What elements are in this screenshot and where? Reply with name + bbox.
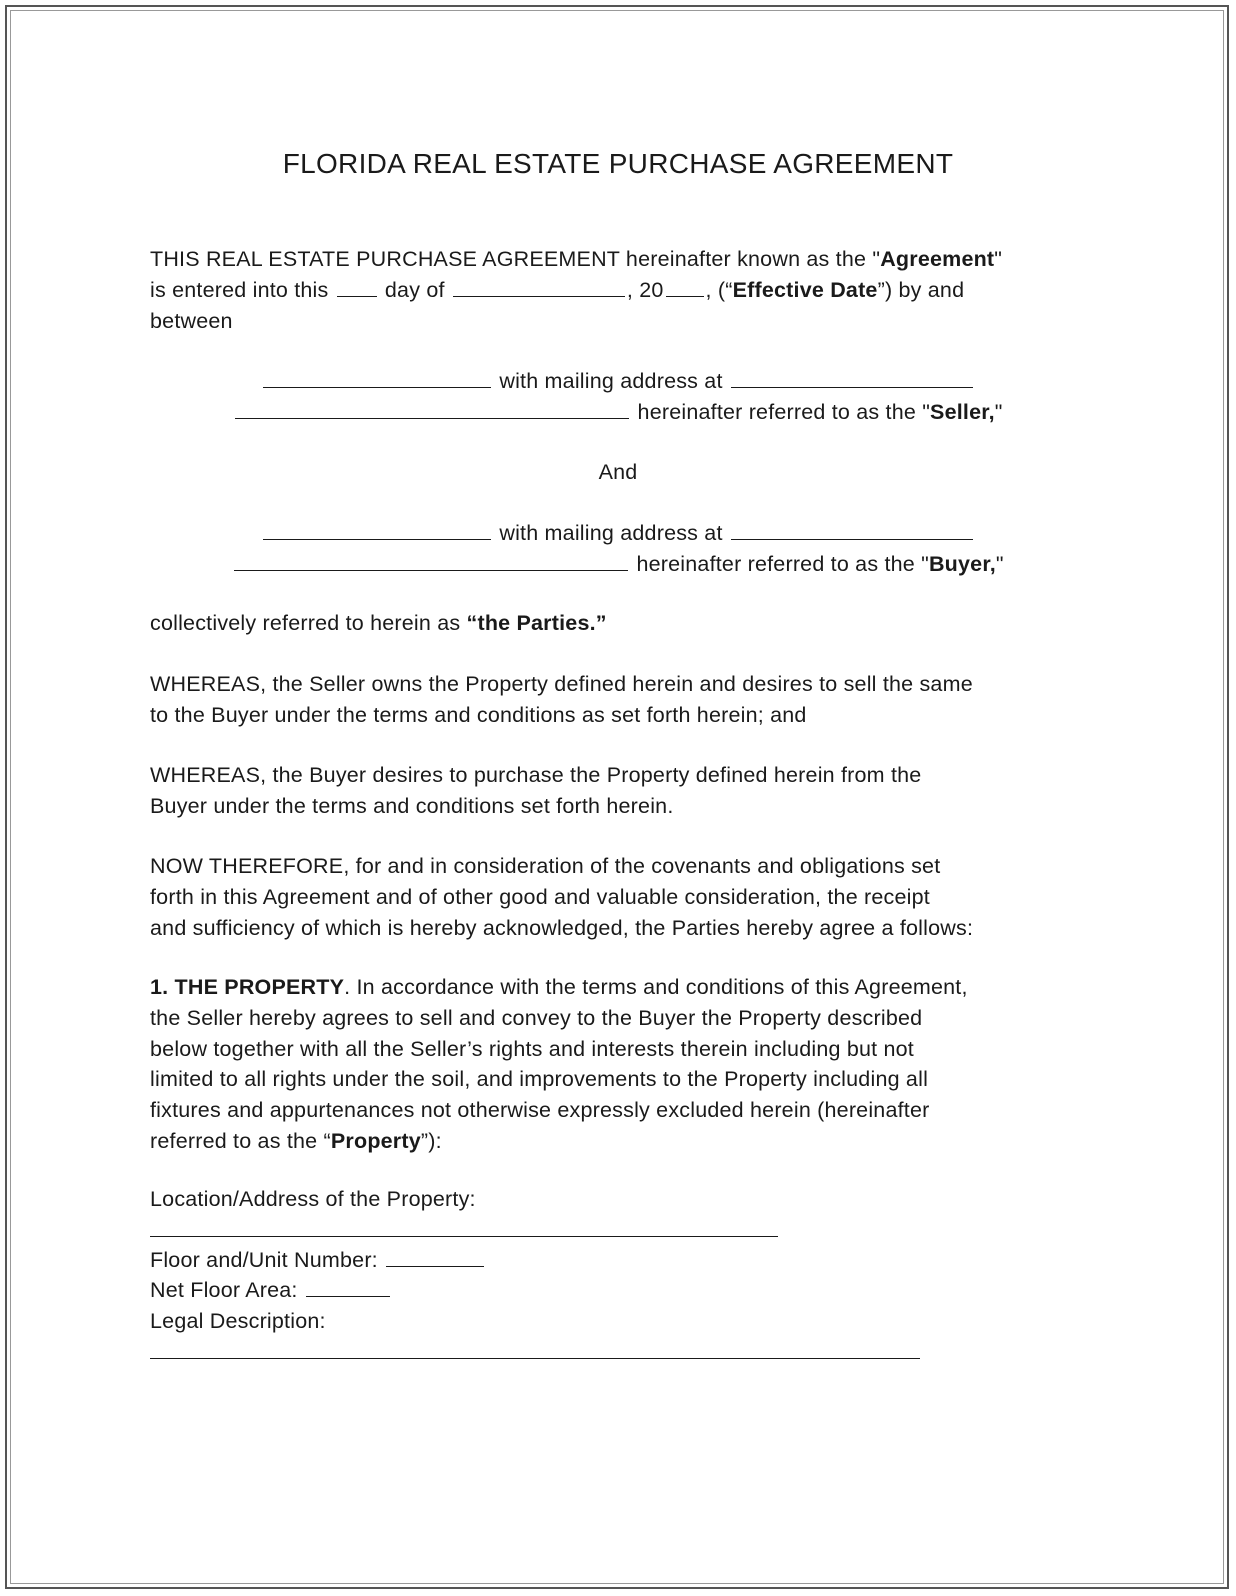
intro-line-3: between <box>150 308 233 333</box>
legal-description-label: Legal Description: <box>150 1309 326 1333</box>
legal-description-blank[interactable] <box>150 1358 920 1359</box>
buyer-name-blank[interactable] <box>263 538 491 540</box>
buyer-line-1: with mailing address at <box>0 518 1236 549</box>
now-therefore-paragraph: NOW THEREFORE, for and in consideration of the covenants and obligations set forth in this Agreement and of other good and valuable consideration, the receipt and sufficiency of which is hereby acknowledged, the Parties hereby agree a follows: <box>150 854 974 940</box>
seller-block <box>0 366 1236 428</box>
year-blank[interactable] <box>666 295 704 297</box>
buyer-block <box>0 518 1236 580</box>
seller-name-blank[interactable] <box>263 386 491 388</box>
floor-unit-field: Floor and/Unit Number: <box>150 1245 1090 1276</box>
location-label: Location/Address of the Property: <box>150 1187 476 1211</box>
buyer-address-blank-2[interactable] <box>234 569 628 571</box>
intro-line-2: is entered into this day of , 20 , (“Effective Date”) by and <box>150 277 965 302</box>
location-blank[interactable] <box>150 1236 778 1237</box>
buyer-address-blank[interactable] <box>731 538 973 540</box>
intro-paragraph <box>150 244 1090 336</box>
seller-line-2: hereinafter referred to as the "Seller," <box>0 397 1236 428</box>
net-floor-area-field: Net Floor Area: <box>150 1275 1090 1306</box>
parties-line: collectively referred to herein as “the Parties.” <box>150 611 607 635</box>
whereas-buyer-paragraph: WHEREAS, the Buyer desires to purchase the Property defined herein from the Buyer under the terms and conditions set forth herein. <box>150 763 922 818</box>
intro-line-1: THIS REAL ESTATE PURCHASE AGREEMENT hereinafter known as the "Agreement" <box>150 247 1003 271</box>
seller-address-blank[interactable] <box>731 386 973 388</box>
whereas-seller-paragraph: WHEREAS, the Seller owns the Property defined herein and desires to sell the same to the Buyer under the terms and conditions as set forth herein; and <box>150 672 973 727</box>
seller-address-blank-2[interactable] <box>235 417 629 419</box>
net-floor-area-blank[interactable] <box>306 1295 390 1297</box>
and-separator: And <box>598 460 638 484</box>
month-blank[interactable] <box>453 295 625 297</box>
seller-line-1: with mailing address at <box>0 366 1236 397</box>
day-blank[interactable] <box>337 295 377 297</box>
buyer-line-2: hereinafter referred to as the "Buyer," <box>0 549 1236 580</box>
section-1-property: 1. THE PROPERTY. In accordance with the terms and conditions of this Agreement, the Seller hereby agrees to sell and convey to the Buyer the Property described below together with all the Seller’s rights and interests therein including but not limited to all rights under the soil, and improvements to the Property including all fixtures and appurtenances not otherwise expressly excluded herein (hereinafter referred to as the “Property”): <box>150 975 968 1153</box>
floor-unit-blank[interactable] <box>386 1265 484 1267</box>
section-1-heading: 1. THE PROPERTY <box>150 975 345 999</box>
document-title: FLORIDA REAL ESTATE PURCHASE AGREEMENT <box>282 148 954 179</box>
